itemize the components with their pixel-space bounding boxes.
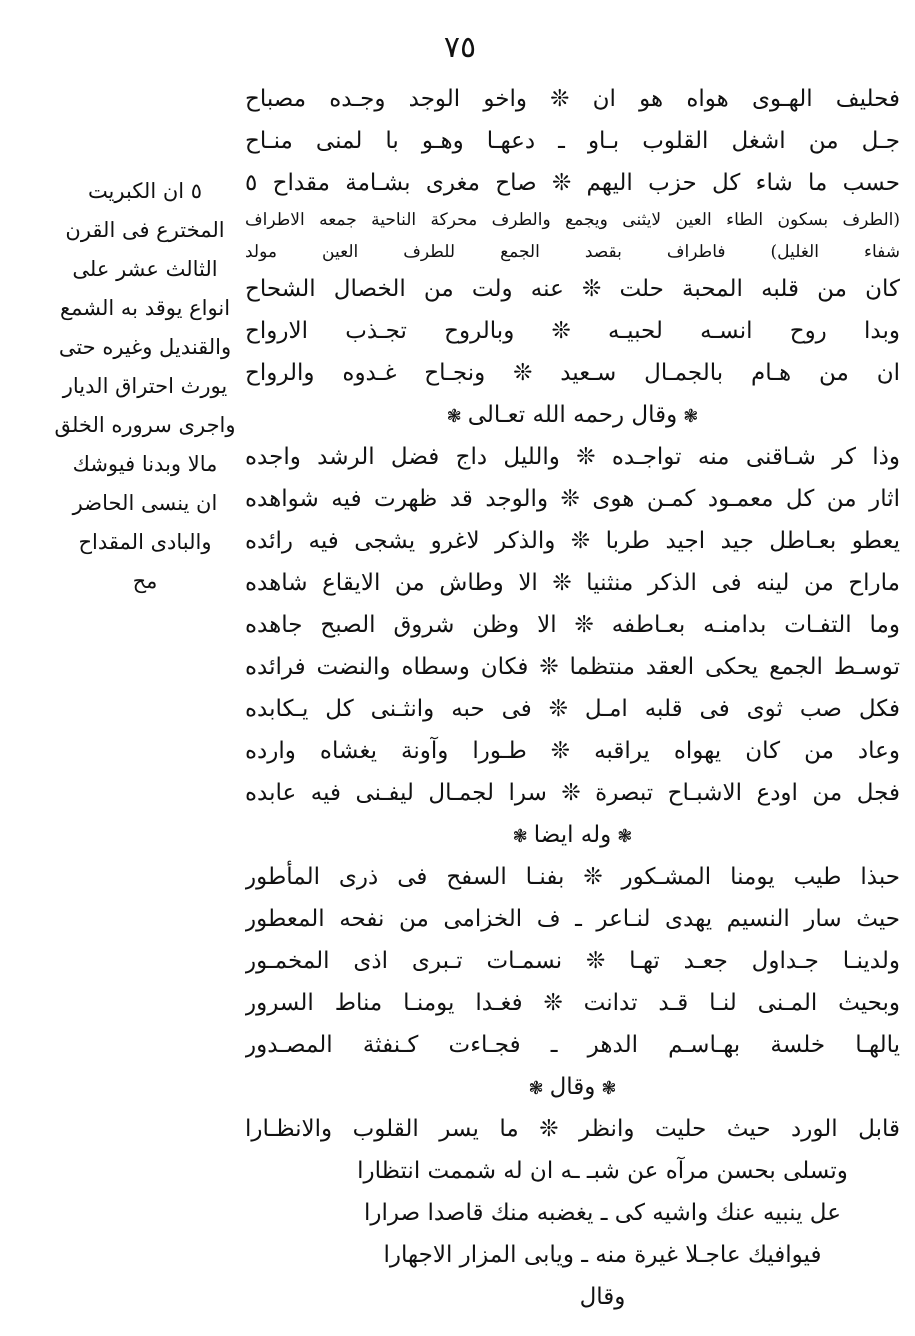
margin-note-line: والقنديل وغيره حتى xyxy=(58,335,232,359)
margin-note-line: ان ينسى الحاضر xyxy=(72,491,218,515)
verse-line: توسـط الجمع يحكى العقد منتظما ❊ فكان وسطاه والنضت فرائده xyxy=(245,654,900,680)
section-heading xyxy=(245,394,900,436)
heading-text: وقال xyxy=(549,1074,596,1100)
page-number: ٧٥ xyxy=(443,30,477,65)
verse-line: وبدا روح انسـه لحبيـه ❊ وبالروح تجـذب الارواح xyxy=(245,318,900,344)
verse-line: يعطو بعـاطل جيد اجيد طربا ❊ والذكر لاغرو يشجى فيه رائده xyxy=(245,528,900,554)
gloss-note-line: (الطرف بسكون الطاء العين لايثنى ويجمع والطرف محركة الناحية جمعه الاطراف xyxy=(245,210,900,230)
verse-line: فكل صب ثوى فى قلبه امـل ❊ فى حبه وانثـنى كل يـكابده xyxy=(245,696,900,722)
verse-line: ماراح من لينه فى الذكر منثنيا ❊ الا وطاش من الايقاع شاهده xyxy=(245,570,900,596)
verse-line: ان من هـام بالجمـال سـعيد ❊ ونجـاح غـدوه والرواح xyxy=(245,360,900,386)
margin-note-line: ٥ ان الكبريت xyxy=(87,179,203,203)
verse-line: حبذا طيب يومنا المشـكور ❊ بفنـا السفح فى ذرى المأطور xyxy=(245,864,900,890)
verse-line: فجل من اودع الاشبـاح تبصرة ❊ سرا لجمـال ليفـنى فيه عابده xyxy=(245,780,900,806)
verse-line: جـل من اشغل القلوب بـاو ـ دعهـا وهـو با لمنى منـاح xyxy=(245,128,900,154)
margin-note-line: مالا وبدنا فيوشك xyxy=(72,452,218,476)
catchword: وقال xyxy=(579,1284,626,1310)
margin-note-line: والبادى المقداح xyxy=(78,530,212,554)
margin-note-line: انواع يوقد به الشمع xyxy=(59,296,231,320)
gloss-note-line: شفاء الغليل) فاطراف بقصد الجمع للطرف العين مولد xyxy=(245,242,900,262)
ornament-icon: ❃ xyxy=(601,1078,617,1099)
margin-note-line: الثالث عشر على xyxy=(72,257,218,281)
section-heading xyxy=(245,1066,900,1108)
ornament-icon: ❃ xyxy=(683,406,699,427)
margin-note-line: واجرى سروره الخلق xyxy=(54,413,236,437)
heading-text: وله ايضا xyxy=(533,822,612,848)
verse-line: وذا كر شـاقنى منه تواجـده ❊ والليل داج فضل الرشد واجده xyxy=(245,444,900,470)
verse-line: وتسلى بحسن مرآه عن شبـ ـه ان له شممت انتظارا xyxy=(357,1158,848,1184)
verse-line: فحليف الهـوى هواه هو ان ❊ واخو الوجد وجـده مصباح xyxy=(245,86,900,112)
verse-line: حسب ما شاء كل حزب اليهم ❊ صاح مغرى بشـامة مقداح ٥ xyxy=(245,170,900,196)
verse-line: اثار من كل معمـود كمـن هوى ❊ والوجد قد ظهرت فيه شواهده xyxy=(245,486,900,512)
margin-note-line: يورث احتراق الديار xyxy=(62,374,228,398)
verse-line: قابل الورد حيث حليت وانظر ❊ ما يسر القلوب والانظـارا xyxy=(245,1116,900,1142)
margin-note-line: المخترع فى القرن xyxy=(65,218,225,242)
verse-line: وعاد من كان يهواه يراقبه ❊ طـورا وآونة يغشاه وارده xyxy=(245,738,900,764)
verse-line: وما التفـات بدامنـه بعـاطفه ❊ الا وظن شروق الصبح جاهده xyxy=(245,612,900,638)
verse-line: وبحيث المـنى لنـا قـد تدانت ❊ فغـدا يومنـا مناط السرور xyxy=(245,990,900,1016)
margin-note-line: مح xyxy=(132,569,158,593)
verse-line: حيث سار النسيم يهدى لنـاعر ـ ف الخزامى من نفحه المعطور xyxy=(245,906,900,932)
main-text-column xyxy=(245,78,900,1318)
ornament-icon: ❃ xyxy=(446,406,462,427)
ornament-icon: ❃ xyxy=(512,826,528,847)
verse-line: يالهـا خلسة بهـاسـم الدهر ـ فجـاءت كـنفثة المصـدور xyxy=(245,1032,900,1058)
verse-line: كان من قلبه المحبة حلت ❊ عنه ولت من الخصال الشحاح xyxy=(245,276,900,302)
verse-line: فيوافيك عاجـلا غيرة منه ـ ويابى المزار الاجهارا xyxy=(383,1242,822,1268)
ornament-icon: ❃ xyxy=(528,1078,544,1099)
margin-note xyxy=(50,172,240,601)
ornament-icon: ❃ xyxy=(617,826,633,847)
verse-line: ولدينـا جـداول جعـد تهـا ❊ نسمـات تـبرى اذى المخمـور xyxy=(245,948,900,974)
verse-line: عل ينبيه عنك واشيه كى ـ يغضبه منك قاصدا صرارا xyxy=(364,1200,841,1226)
section-heading xyxy=(245,814,900,856)
heading-text: وقال رحمه الله تعـالى xyxy=(467,402,678,428)
